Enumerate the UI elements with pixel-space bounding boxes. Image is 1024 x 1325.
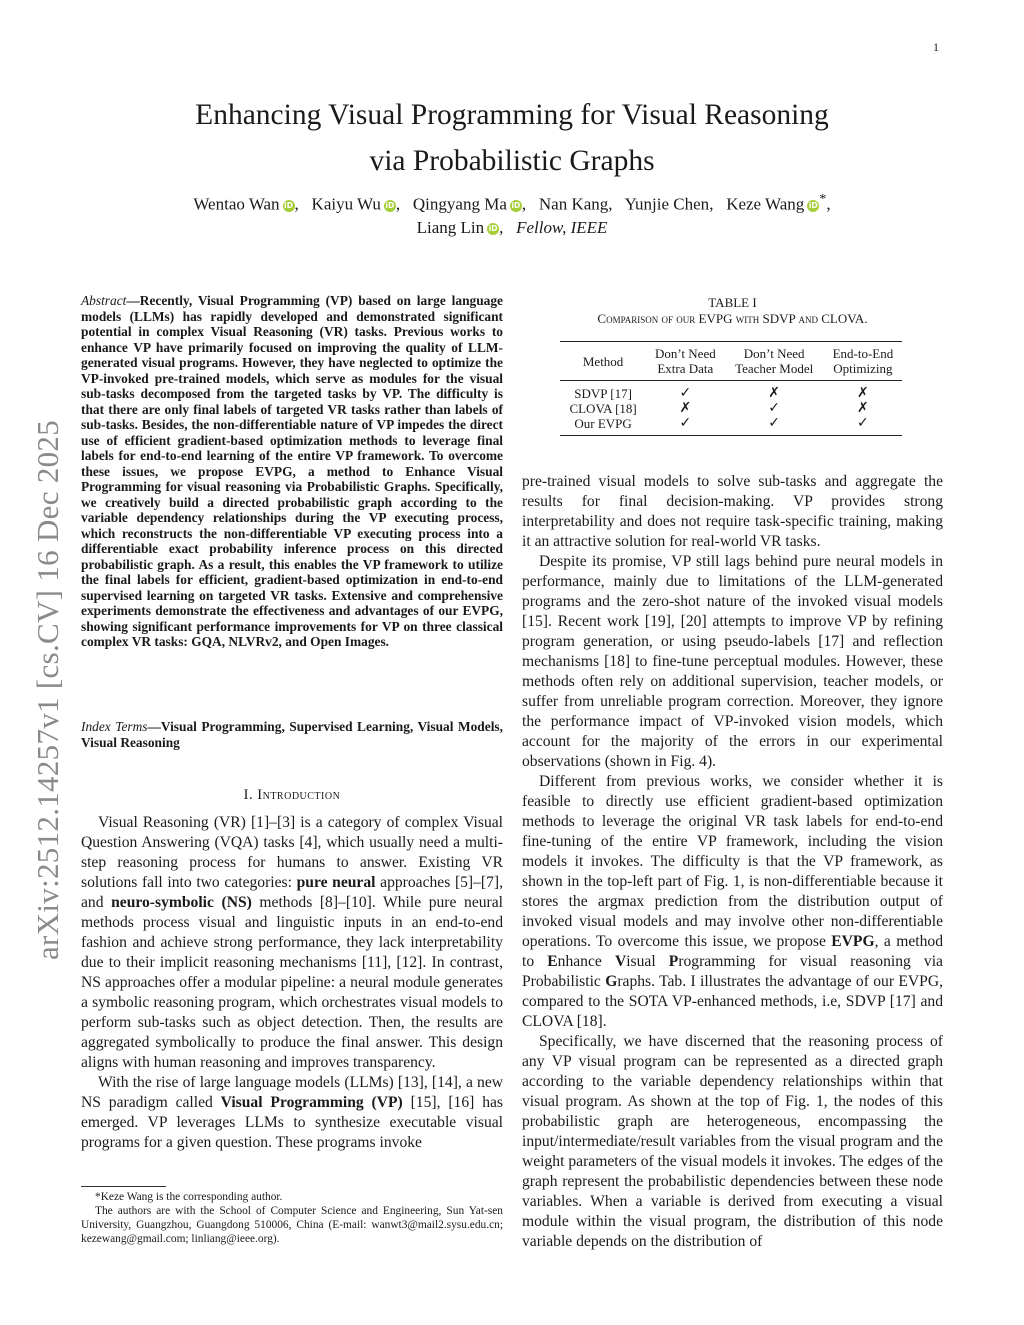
paper-title [100,92,924,184]
title-line-1: Enhancing Visual Programming for Visual Reasoning [195,99,829,131]
footnote-rule [81,1186,166,1187]
footnotes [81,1190,503,1246]
col-header-end-to-end: End-to-End Optimizing [832,346,894,376]
cross-icon: ✗ [679,400,692,416]
author-name: Nan Kang [538,194,609,214]
section-title: Introduction [257,787,341,803]
page-number: 1 [933,40,939,54]
index-terms-text: —Visual Programming, Supervised Learning, Visual Models, Visual Reasoning [81,719,503,750]
row-method: Our EVPG [574,416,632,431]
author-name: Kaiyu Wu [311,194,381,214]
section-heading [81,787,503,804]
orcid-icon[interactable]: iD [385,200,395,210]
check-icon: ✓ [768,415,781,431]
footnote-affiliation: The authors are with the School of Computer Science and Engineering, Sun Yat-sen University, Guangzhou, Guangdong 510006, China (E-mail: wanwt3@mail2.sysu.edu.cn; kezewang@gmail.com; linliang@ieee.org). [81,1205,503,1245]
orcid-icon[interactable]: iD [511,200,521,210]
col-header-method: Method [582,353,624,369]
author-name: Qingyang Ma [412,194,507,214]
author-list [100,188,924,239]
col-header-teacher-model: Don’t Need Teacher Model [735,346,814,376]
author-name: Keze Wang [726,194,805,214]
index-terms-lead: Index Terms [81,719,148,734]
author-name: Wentao Wan [193,194,280,214]
check-icon: ✓ [679,385,692,401]
cross-icon: ✗ [857,385,869,401]
table-row [560,401,902,416]
author-title: Fellow, IEEE [516,217,608,237]
table-row [560,381,902,402]
author-line-2: Liang Lin iD, Fellow, IEEE [416,217,608,237]
orcid-icon[interactable]: iD [488,223,498,233]
check-icon: ✓ [857,415,869,431]
section-number: I. [243,787,254,803]
paragraph: Specifically, we have discerned that the reasoning process of any VP visual program can be represented as a directed graph according to the variable dependency relationships within that visual program. As shown at the top of Fig. 1, the nodes of this probabilistic graph are heterogeneous, encompassing the input/intermediate/result variables from the visual program and the weight parameters of the visual models it invokes. The edges of the graph represent the probabilistic dependencies between these node variables. When a variable is derived from executing a visual module within the visual program, the distribution of this node variable depends on the distribution of [522,1033,943,1250]
cross-icon: ✗ [768,385,781,401]
corresponding-star: * [819,191,827,207]
check-icon: ✓ [679,415,692,431]
abstract-text: —Recently, Visual Programming (VP) based on large language models (LLMs) has rapidly developed and demonstrated significant potential in complex Visual Reasoning (VR) tasks. Previous works to enhance VP have primarily focused on improving the quality of LLM-generated visual programs. However, they have neglected to optimize the VP-invoked pre-trained models, which serve as modules for the visual sub-tasks decomposed from the targeted tasks by VP. The difficulty is that there are only final labels of targeted VR tasks rather than labels of sub-tasks. Besides, the non-differentiable nature of VP impedes the direct use of efficient gradient-based optimization methods to leverage final labels for end-to-end learning of the entire VP framework. To overcome these issues, we propose EVPG, a method to Enhance Visual Programming for visual reasoning via Probabilistic Graphs. Specifically, we creatively build a directed probabilistic graph according to the variable dependency relationships during the VP executing process, which reconstructs the non-differentiable VP executing process into a differentiable exact probability inference process on this directed probabilistic graph. As a result, this enables the VP framework to utilize the final labels for efficient, gradient-based optimization in end-to-end supervised learning on targeted VR tasks. Extensive and comprehensive experiments demonstrate the effectiveness and advantages of our EVPG, showing significant performance improvements for VP on three classical complex VR tasks: GQA, NLVRv2, and Open Images. [81,293,503,649]
abstract-lead: Abstract [81,293,127,308]
paragraph: Different from previous works, we consider whether it is feasible to directly use efficient gradient-based optimization methods to leverage the original VR task labels for end-to-end fine-tuning of the entire VP framework, including the vision models it invokes. The difficulty is that the VP framework, as shown in the top-left part of Fig. 1, is non-differentiable because it stores the argmax prediction from the distribution output of invoked visual models and may involve other non-differentiable operations. To overcome this issue, we propose EVPG, a method to Enhance Visual Programming for visual reasoning via Probabilistic Graphs. Tab. I illustrates the advantage of our EVPG, compared to the SOTA VP-enhanced methods, i.e, SDVP [17] and CLOVA [18]. [522,773,944,1030]
table-caption [522,295,943,327]
table-header-row [560,342,902,381]
check-icon: ✓ [768,400,781,416]
footnote-corresponding: *Keze Wang is the corresponding author. [95,1191,283,1203]
row-method: CLOVA [18] [569,401,637,416]
paragraph: pre-trained visual models to solve sub-tasks and aggregate the results for final decision-making. VP provides strong interpretability and does not require task-specific training, making it an attractive solution for real-world VR tasks. [522,473,943,550]
table-caption-text: Comparison of our EVPG with SDVP and CLOVA. [597,311,868,326]
intro-left-column [81,813,503,1153]
table-row [560,416,902,436]
col-header-extra-data: Don’t Need Extra Data [654,346,716,376]
paragraph: With the rise of large language models (LLMs) [13], [14], a new NS paradigm called Visual Programming (VP) [15], [16] has emerged. VP leverages LLMs to synthesize executable visual programs for a given question. These programs invoke [81,1074,503,1151]
intro-right-column [522,472,943,1252]
orcid-icon[interactable]: iD [284,200,293,210]
abstract [81,293,503,650]
cross-icon: ✗ [857,400,869,416]
index-terms [81,719,503,750]
paragraph: Despite its promise, VP still lags behind pure neural models in performance, mainly due to limitations of the LLM-generated programs and the zero-shot nature of the invoked visual models [15]. Recent work [19], [20] attempts to improve VP by refining program generation, or using pseudo-labels [17] and reflection mechanisms [18] to fine-tune perceptual modules. However, these methods often rely on additional supervision, teacher models, or suffer from unreliable program correction. Moreover, they ignore the performance impact of VP-invoked vision models, which account for the majority of the errors in our experimental observations (shown in Fig. 4). [522,553,943,770]
paragraph: Visual Reasoning (VR) [1]–[3] is a category of complex Visual Question Answering (VQA) tasks [4], which usually need a multi-step reasoning process for humans to answer. Existing VR solutions fall into two categories: pure neural approaches [5]–[7], and neuro-symbolic (NS) methods [8]–[10]. While pure neural methods process visual and linguistic inputs in an end-to-end fashion and achieve strong performance, they lack interpretability due to their implicit reasoning mechanisms [11], [12]. In contrast, NS approaches offer a modular pipeline: a neural module generates a symbolic reasoning program, which orchestrates visual models to perform sub-tasks such as object detection. Then, the results are aggregated symbolically to produce the final answer. This design aligns with human reasoning and improves transparency. [81,814,503,1071]
author-line-1: Wentao Wan iD, Kaiyu Wu iD, Qingyang Ma iD, Nan Kang, Yunjie Chen, Keze Wang iD *, [193,191,831,214]
arxiv-stamp[interactable]: arXiv:2512.14257v1 [cs.CV] 16 Dec 2025 [30,419,65,960]
author-name: Liang Lin [416,217,485,237]
table-label: TABLE I [708,295,757,310]
orcid-icon[interactable]: iD [808,200,818,210]
comparison-table [560,341,902,436]
row-method: SDVP [17] [574,386,632,401]
author-name: Yunjie Chen [624,194,710,214]
title-line-2: via Probabilistic Graphs [369,145,655,177]
